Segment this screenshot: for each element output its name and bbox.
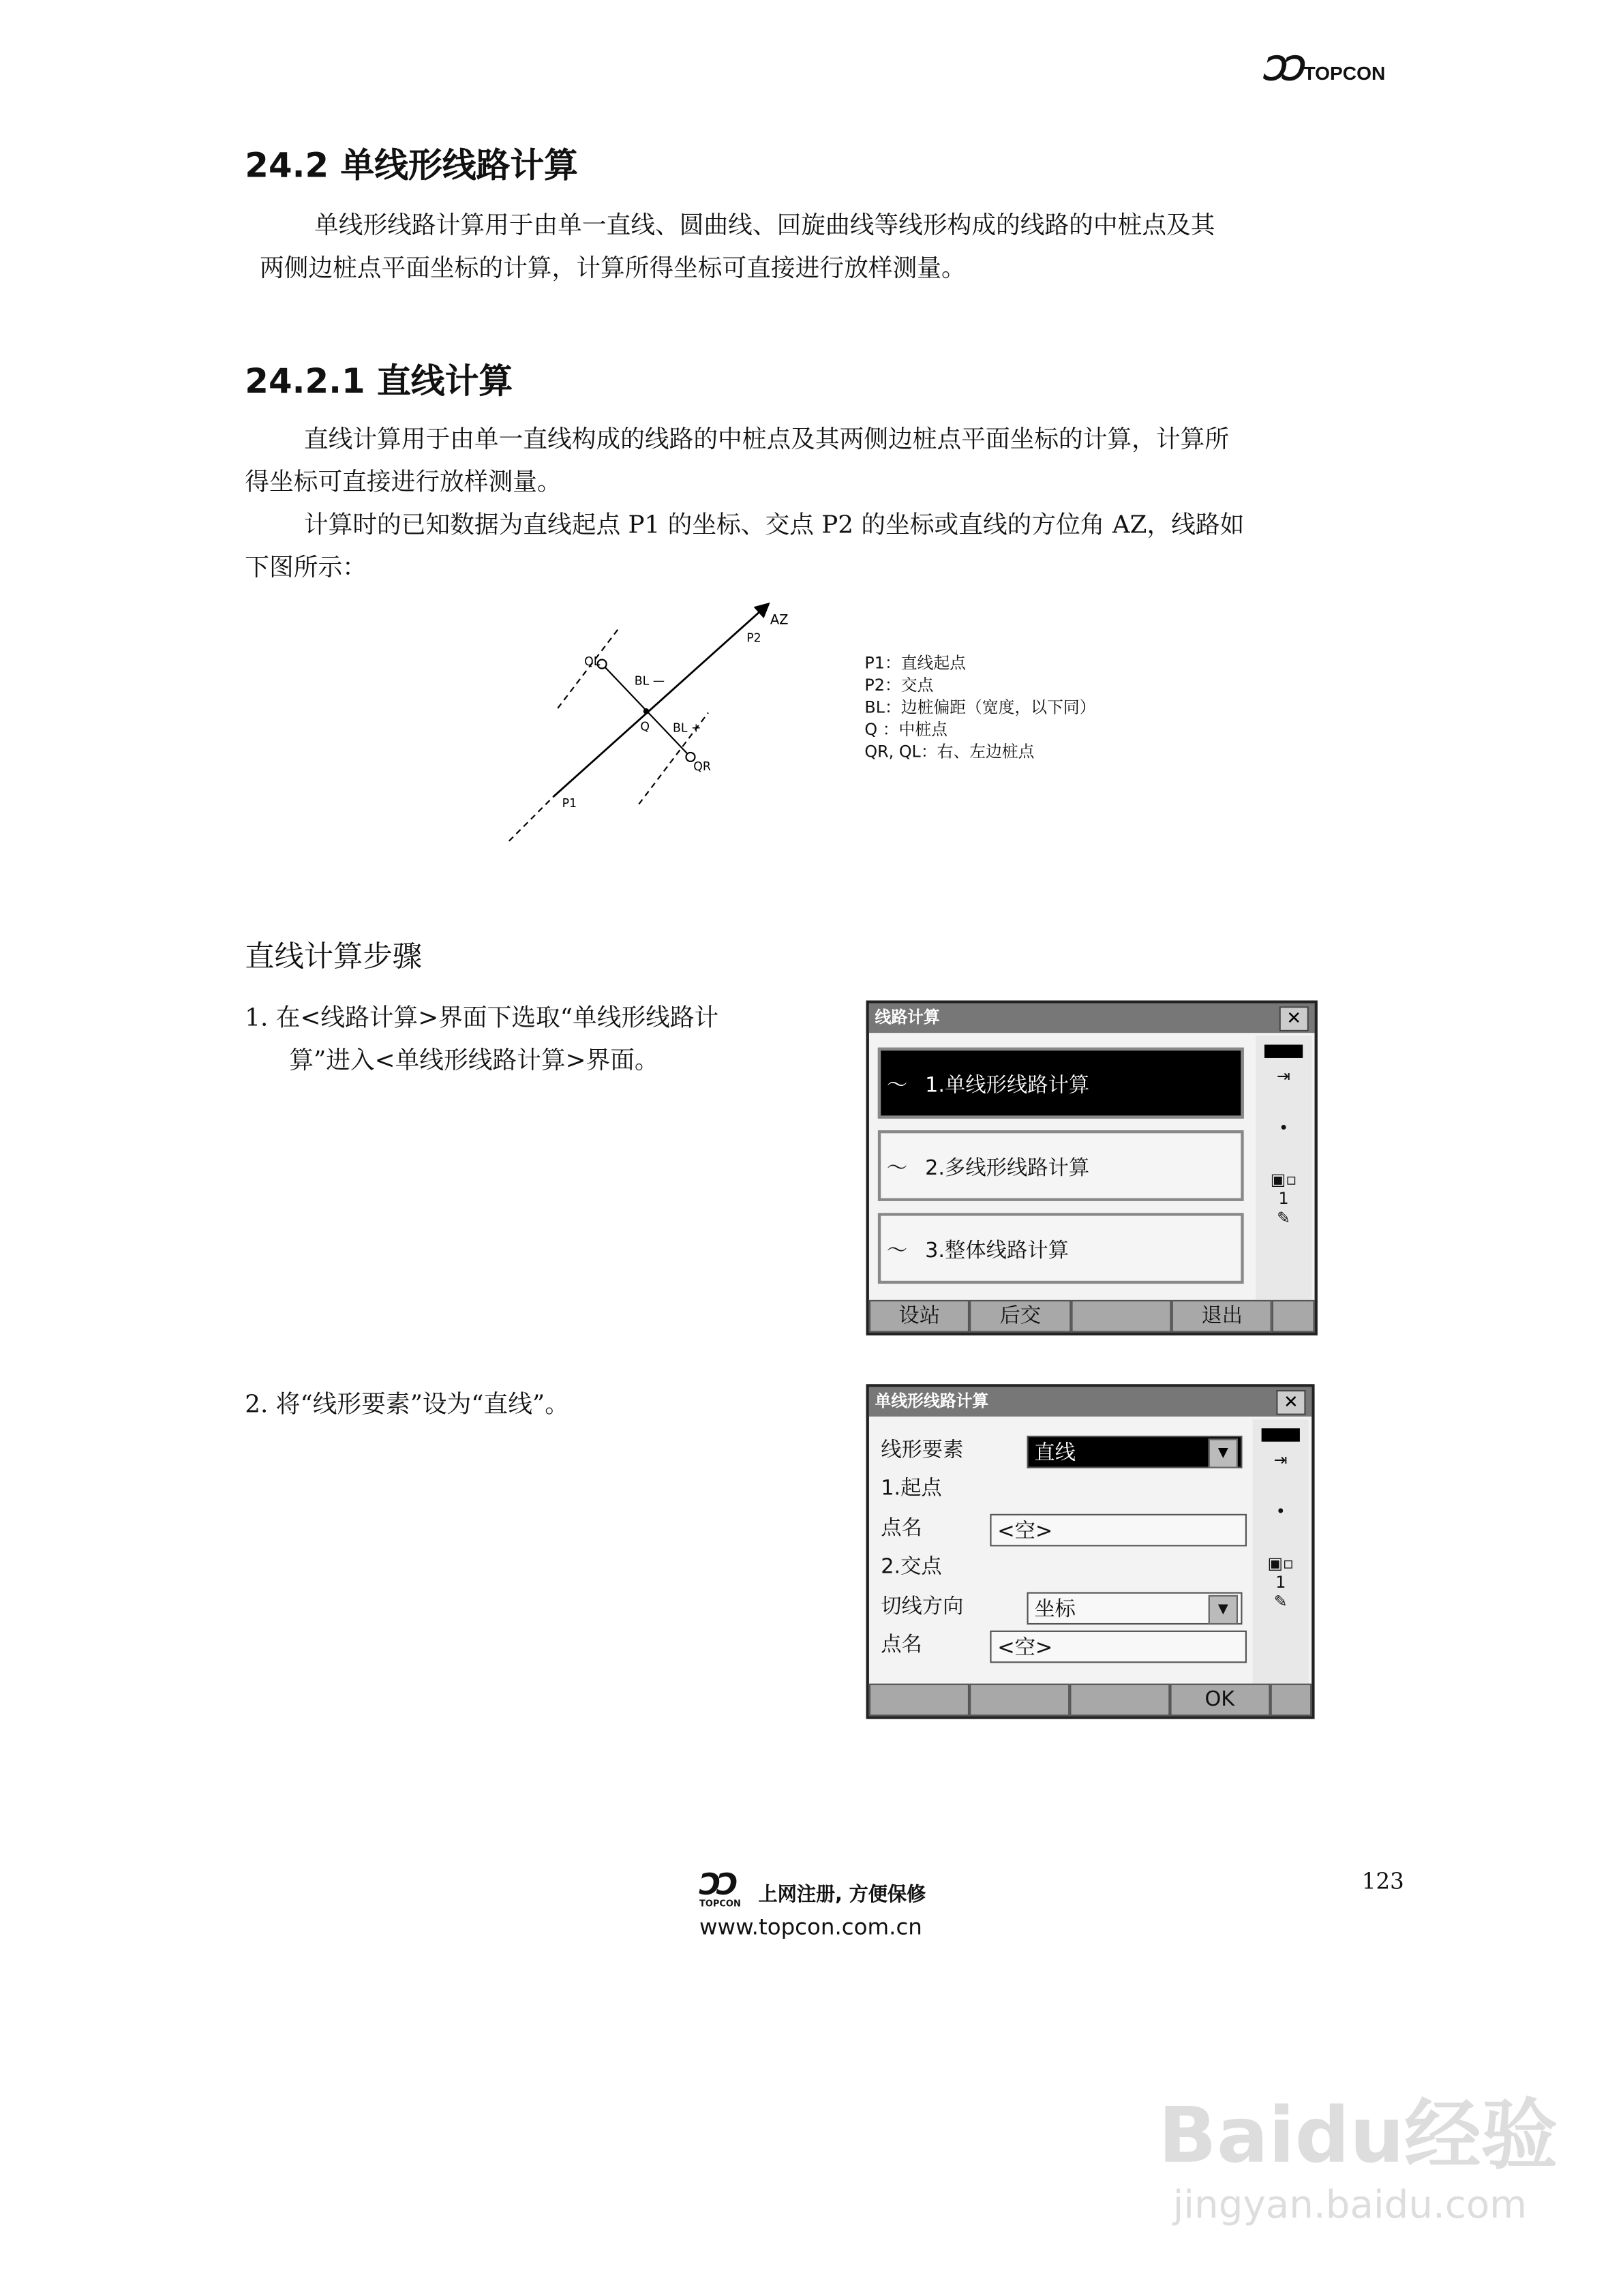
bl-minus-label: BL — — [634, 674, 665, 689]
softkey-exit[interactable]: 退出 — [1172, 1300, 1273, 1333]
footer-url[interactable]: www.topcon.com.cn — [699, 1914, 922, 1941]
para-line-1: 直线计算用于由单一直线构成的线路的中桩点及其两侧边桩点平面坐标的计算，计算所 — [303, 425, 1230, 453]
main-line — [553, 605, 768, 796]
footer-slogan: 上网注册, 方便保修 — [758, 1884, 926, 1907]
softkey-3[interactable] — [1070, 1684, 1170, 1717]
legend-item: QR, QL：右、左边桩点 — [864, 742, 1035, 761]
close-button[interactable]: ✕ — [1276, 1390, 1305, 1415]
menu-item-label: 1.单线形线路计算 — [925, 1074, 1090, 1098]
elem-label: 线形要素 — [881, 1438, 964, 1463]
close-button[interactable]: ✕ — [1279, 1006, 1309, 1031]
watermark-url: jingyan.baidu.com — [1172, 2184, 1528, 2229]
page-num: 1 — [1278, 1189, 1289, 1209]
status-bar — [1253, 1419, 1309, 1683]
ql-label: QL — [584, 655, 601, 669]
legend-item: Q ：中桩点 — [864, 720, 947, 740]
connection-icon: ▣▫ — [1267, 1554, 1294, 1573]
section-title: 24.2 单线形线路计算 — [245, 147, 578, 186]
intro-line-2: 两侧边桩点平面坐标的计算，计算所得坐标可直接进行放样测量。 — [259, 254, 966, 282]
status-bar — [1256, 1036, 1311, 1299]
step1-line-2: 算”进入<单线形线路计算>界面。 — [289, 1046, 659, 1074]
page-number: 123 — [1361, 1868, 1404, 1895]
intersection-label: 2.交点 — [881, 1555, 942, 1580]
ok-button[interactable]: OK — [1170, 1684, 1270, 1717]
elem-select[interactable] — [1027, 1436, 1242, 1468]
menu-item-single-route[interactable] — [878, 1048, 1244, 1119]
target-icon: ⇥ — [1273, 1450, 1288, 1470]
battery-icon — [1264, 1044, 1303, 1057]
q-point — [643, 708, 650, 714]
legend-item: BL：边桩偏距（宽度，以下同） — [864, 697, 1096, 717]
softkey-empty[interactable] — [1071, 1300, 1172, 1333]
point-name-input-1[interactable]: <空> — [990, 1514, 1247, 1547]
connection-icon: ▣▫ — [1270, 1170, 1297, 1190]
menu-item-label: 3.整体线路计算 — [925, 1239, 1069, 1263]
softkey-bar — [869, 1684, 1311, 1717]
p1-extension — [509, 797, 553, 841]
softkey-station[interactable]: 设站 — [869, 1300, 970, 1333]
softkey-1[interactable] — [869, 1684, 969, 1717]
curve-icon: 〜 — [886, 1239, 908, 1263]
input-mode-icon: ✎ — [1273, 1592, 1288, 1612]
subsection-title: 24.2.1 直线计算 — [245, 363, 513, 402]
screen-title: 线路计算 — [869, 1003, 1315, 1033]
para-line-4: 下图所示： — [245, 553, 367, 581]
legend-item: P2：交点 — [864, 676, 934, 695]
step2-text: 2. 将“线形要素”设为“直线”。 — [245, 1389, 569, 1419]
point-name-label-2: 点名 — [881, 1633, 922, 1657]
qr-label: QR — [693, 759, 711, 774]
battery-icon — [1262, 1428, 1300, 1441]
input-mode-icon: ✎ — [1277, 1208, 1291, 1228]
route-calc-screen — [866, 1001, 1318, 1335]
brand-text: TOPCON — [1303, 61, 1386, 85]
intro-line-1: 单线形线路计算用于由单一直线、圆曲线、回旋曲线等线形构成的线路的中桩点及其 — [314, 211, 1215, 239]
signal-dot-icon: • — [1279, 1118, 1289, 1138]
chevron-down-icon: ▼ — [1209, 1438, 1238, 1468]
para-line-3: 计算时的已知数据为直线起点 P1 的坐标、交点 P2 的坐标或直线的方位角 AZ，线路如 — [303, 510, 1245, 539]
softkey-extra[interactable] — [1270, 1684, 1311, 1717]
curve-icon: 〜 — [886, 1156, 908, 1181]
line-diagram — [487, 598, 870, 856]
direction-value: 坐标 — [1034, 1598, 1076, 1622]
softkey-bar — [869, 1300, 1315, 1333]
legend-item: P1：直线起点 — [864, 653, 966, 674]
az-label: AZ — [770, 611, 789, 628]
direction-label: 切线方向 — [881, 1595, 964, 1619]
bl-plus-label: BL + — [673, 721, 701, 736]
signal-dot-icon: • — [1275, 1502, 1286, 1522]
topcon-logo — [1262, 50, 1386, 89]
page-num: 1 — [1275, 1573, 1286, 1592]
watermark-brand: Baidu经验 — [1158, 2092, 1558, 2181]
softkey-resection[interactable]: 后交 — [970, 1300, 1071, 1333]
curve-icon: 〜 — [886, 1074, 908, 1098]
start-label: 1.起点 — [881, 1477, 942, 1501]
menu-item-whole-route[interactable] — [878, 1213, 1244, 1284]
elem-value: 直线 — [1034, 1441, 1076, 1466]
point-name-input-2[interactable]: <空> — [990, 1631, 1247, 1663]
softkey-2[interactable] — [969, 1684, 1070, 1717]
steps-title: 直线计算步骤 — [245, 938, 423, 974]
menu-item-multi-route[interactable] — [878, 1130, 1244, 1201]
target-icon: ⇥ — [1277, 1066, 1291, 1087]
direction-select[interactable] — [1027, 1592, 1242, 1625]
point-name-label-1: 点名 — [881, 1517, 922, 1541]
p1-label: P1 — [562, 796, 577, 811]
screen-title: 单线形线路计算 — [869, 1387, 1311, 1417]
topcon-mark-icon: ꓛꓛ — [699, 1867, 734, 1903]
baidu-watermark — [1158, 2073, 1558, 2228]
p2-label: P2 — [746, 631, 761, 646]
footer-brand: TOPCON — [699, 1899, 741, 1909]
q-label: Q — [640, 720, 650, 734]
single-route-screen — [866, 1384, 1315, 1719]
topcon-mark-icon: ꓛꓛ — [1261, 50, 1299, 87]
menu-item-label: 2.多线形线路计算 — [925, 1156, 1090, 1181]
para-line-2: 得坐标可直接进行放样测量。 — [245, 468, 562, 496]
softkey-extra[interactable] — [1273, 1300, 1315, 1333]
diagram-legend — [864, 652, 1095, 763]
chevron-down-icon: ▼ — [1209, 1595, 1238, 1625]
step1-line-1: 1. 在<线路计算>界面下选取“单线形线路计 — [245, 1003, 719, 1031]
